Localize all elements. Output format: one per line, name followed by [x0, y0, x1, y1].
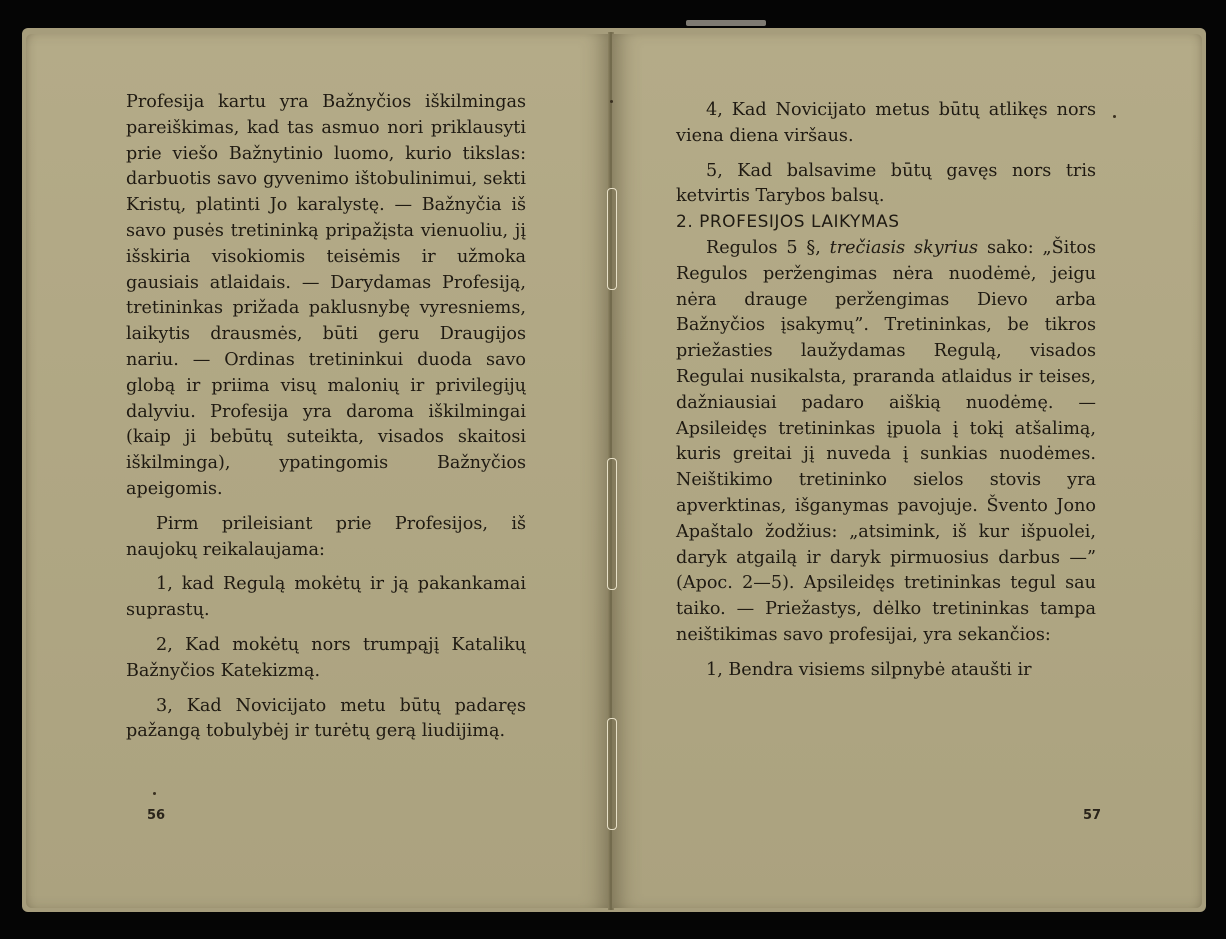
- right-page-text: [676, 98, 1096, 684]
- paragraph-rest: sako: „Šitos Regulos peržengimas nėra nuodėmė, jeigu nėra drauge peržengimas Dievo arba Bažnyčios įsakymų”. Tretininkas, be tikros priežasties laužydamas Regulą, visados Regulai nusikalsta, praranda atlaidus ir teises, dažniausiai padaro aiškią nuodėmę. — Apsileidęs tretininkas įpuola į tokį atšalimą, kuris greitai jį nuveda į sunkias nuodėmes. Neištikimo tretininko sielos stovis yra apverktinas, išganymas pavojuje. Švento Jono Apaštalo žodžius: „atsimink, iš kur išpuolei, daryk atgailą ir daryk pirmuosius darbus —” (Apoc. 2—5). Apsileidęs tretininkas tegul sau taiko. — Priežastys, dėlko tretininkas tampa neištikimas savo profesijai, yra sekančios:: [676, 237, 1096, 645]
- ink-speck: [153, 792, 156, 795]
- list-item: 2, Kad mokėtų nors trumpąjį Katalikų Bažnyčios Katekizmą.: [126, 634, 526, 681]
- ink-speck: [1113, 115, 1116, 118]
- page-number: 56: [147, 808, 166, 823]
- binding-stitch: [607, 718, 617, 830]
- list-item: 1, Bendra visiems silpnybė ataušti ir: [706, 659, 1032, 680]
- binding-stitch: [607, 458, 617, 590]
- binding-tab: [686, 20, 766, 26]
- paragraph: Pirm prileisiant prie Profesijos, iš naujokų reikalaujama:: [126, 513, 526, 560]
- paragraph: [676, 236, 1096, 649]
- emphasis: trečiasis skyrius: [829, 237, 979, 258]
- ink-speck: [610, 100, 613, 103]
- list-item: 4, Kad Novicijato metus būtų atlikęs nors viena diena viršaus.: [676, 100, 1096, 146]
- paragraph-prefix: Regulos 5 §,: [706, 237, 830, 258]
- paragraph: Profesija kartu yra Bažnyčios iškilmingas pareiškimas, kad tas asmuo nori priklausyti prie viešo Bažnytinio luomo, kurio tikslas: darbuotis savo gyvenimo ištobulinimui, sekti Kristų, platinti Jo karalystę. — Bažnyčia iš savo pusės tretininką pripažįsta vienuoliu, jį išskiria visokiomis teisėmis ir užmoka gausiais atlaidais. — Darydamas Profesiją, tretininkas prižada paklusnybę vyresniems, laikytis drausmės, būti geru Draugijos nariu. — Ordinas tretininkui duoda savo globą ir priima visų malonių ir privilegijų dalyviu. Profesija yra daroma iškilmingai (kaip ji bebūtų suteikta, visados skaitosi iškilminga), ypatingomis Bažnyčios apeigomis.: [126, 92, 526, 499]
- list-item: 1, kad Regulą mokėtų ir ją pakankamai suprastų.: [126, 574, 526, 621]
- page-number: 57: [1083, 808, 1102, 823]
- list-item: 3, Kad Novicijato metu būtų padaręs pažangą tobulybėj ir turėtų gerą liudijimą.: [126, 695, 526, 742]
- binding-stitch: [607, 188, 617, 290]
- section-heading: 2. PROFESIJOS LAIKYMAS: [676, 212, 900, 233]
- left-page-text: [126, 90, 526, 745]
- list-item: 5, Kad balsavime būtų gavęs nors tris ketvirtis Tarybos balsų.: [676, 160, 1096, 207]
